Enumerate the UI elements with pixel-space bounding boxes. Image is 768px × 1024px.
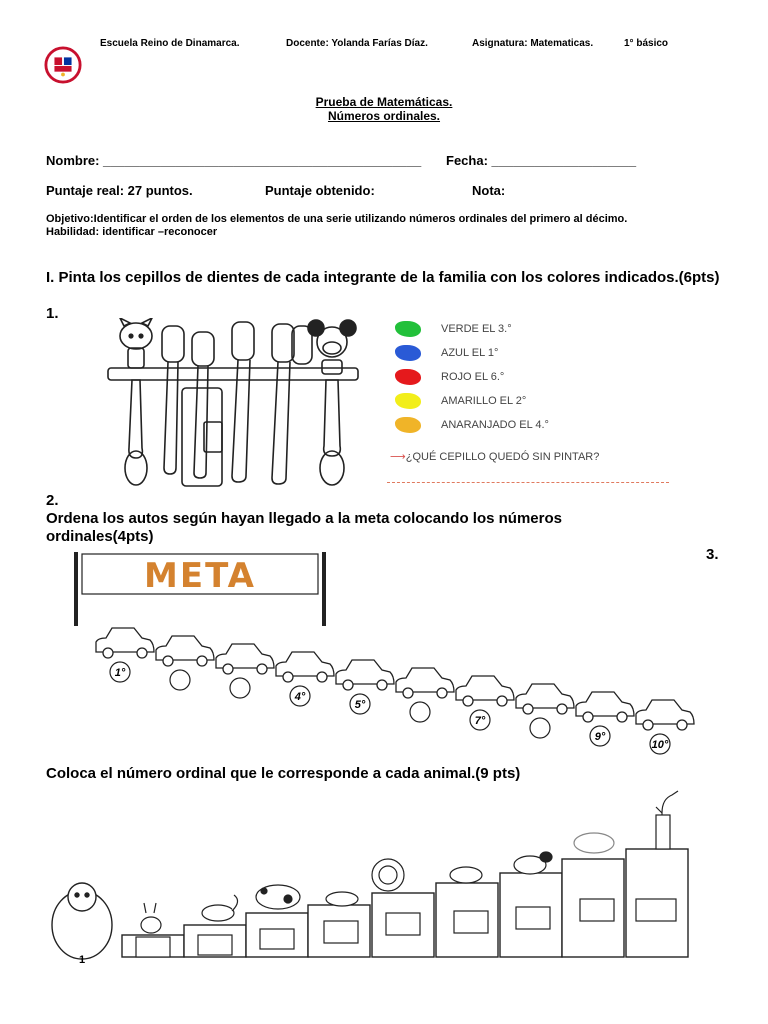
answer-box xyxy=(386,913,420,935)
answer-box xyxy=(454,911,488,933)
arrow-right-icon: ⟶ xyxy=(390,451,406,463)
score-real: Puntaje real: 27 puntos. xyxy=(46,183,193,198)
legend-question xyxy=(390,450,599,463)
legend-label: ROJO EL 6.° xyxy=(441,371,505,383)
ordinal-circle[interactable] xyxy=(410,702,430,722)
legend-item-blue xyxy=(395,342,498,364)
test-subtitle: Números ordinales. xyxy=(327,109,441,123)
ordinal-label: 9° xyxy=(594,731,606,743)
answer-box xyxy=(260,929,294,949)
ordinal-label: 1° xyxy=(114,667,126,679)
answer-box xyxy=(516,907,550,929)
race-car xyxy=(396,668,454,698)
section3-instruction: Coloca el número ordinal que le corresponde a cada animal.(9 pts) xyxy=(46,765,521,782)
answer-box xyxy=(580,899,614,921)
subject: Asignatura: Matematicas. xyxy=(472,38,594,49)
answer-line[interactable] xyxy=(387,482,669,483)
school-logo xyxy=(44,46,82,84)
answer-box xyxy=(636,899,676,921)
ordinal-label: 10° xyxy=(651,739,669,751)
race-car xyxy=(516,684,574,714)
section1-number: 1. xyxy=(46,305,59,322)
legend-item-yellow xyxy=(395,390,526,412)
legend-item-green xyxy=(395,318,512,340)
legend-label: AZUL EL 1° xyxy=(441,347,499,359)
race-car xyxy=(276,652,334,682)
toothbrush-illustration xyxy=(84,318,384,496)
answer-box xyxy=(324,921,358,943)
ordinal-label: 7° xyxy=(474,715,486,727)
answer-box xyxy=(136,937,170,957)
ordinal-circle[interactable] xyxy=(170,670,190,690)
animal-podium xyxy=(46,785,696,965)
school-name: Escuela Reino de Dinamarca. xyxy=(100,38,240,49)
objective-text: Objetivo:Identificar el orden de los elementos de una serie utilizando números ordinales del primero al décimo. xyxy=(46,213,628,225)
race-car xyxy=(96,628,154,658)
answer-box xyxy=(198,935,232,955)
legend-label: ANARANJADO EL 4.° xyxy=(441,419,549,431)
paint-splash-icon xyxy=(395,417,421,433)
cars-race xyxy=(90,620,700,765)
paint-splash-icon xyxy=(395,321,421,337)
ordinal-label: 4° xyxy=(294,691,306,703)
legend-label: VERDE EL 3.° xyxy=(441,323,512,335)
ordinal-label: 5° xyxy=(354,699,366,711)
race-car xyxy=(636,700,694,730)
legend-label: AMARILLO EL 2° xyxy=(441,395,527,407)
animal-ordinal-1: 1 xyxy=(78,954,86,965)
race-car xyxy=(456,676,514,706)
date-field[interactable]: Fecha: ____________________ xyxy=(446,153,637,168)
teacher-name: Docente: Yolanda Farías Díaz. xyxy=(286,38,428,49)
grade-level: 1° básico xyxy=(624,38,669,49)
section3-number: 3. xyxy=(706,546,719,563)
legend-item-red xyxy=(395,366,504,388)
name-field[interactable]: Nombre: ____________________________________________ xyxy=(46,153,422,168)
color-legend xyxy=(390,318,675,488)
section1-instruction: I. Pinta los cepillos de dientes de cada integrante de la familia con los colores indicados.(6pts) xyxy=(46,269,720,286)
score-obtained: Puntaje obtenido: xyxy=(265,183,375,198)
race-car xyxy=(336,660,394,690)
finish-banner xyxy=(66,552,336,626)
paint-splash-icon xyxy=(395,345,421,361)
skill-text: Habilidad: identificar –reconocer xyxy=(46,226,218,238)
paint-splash-icon xyxy=(395,369,421,385)
race-car xyxy=(156,636,214,666)
legend-question-text: ¿QUÉ CEPILLO QUEDÓ SIN PINTAR? xyxy=(405,451,600,463)
grade-field: Nota: xyxy=(472,183,506,198)
banner-text: META xyxy=(144,556,256,596)
ordinal-circle[interactable] xyxy=(530,718,550,738)
section2-instruction: Ordena los autos según hayan llegado a la meta colocando los números ordinales(4pts) xyxy=(46,510,562,545)
race-car xyxy=(576,692,634,722)
race-car xyxy=(216,644,274,674)
ordinal-circle[interactable] xyxy=(230,678,250,698)
legend-item-orange xyxy=(395,414,549,436)
test-title: Prueba de Matemáticas. xyxy=(315,95,453,109)
section2-number: 2. xyxy=(46,492,59,509)
paint-splash-icon xyxy=(395,393,421,409)
